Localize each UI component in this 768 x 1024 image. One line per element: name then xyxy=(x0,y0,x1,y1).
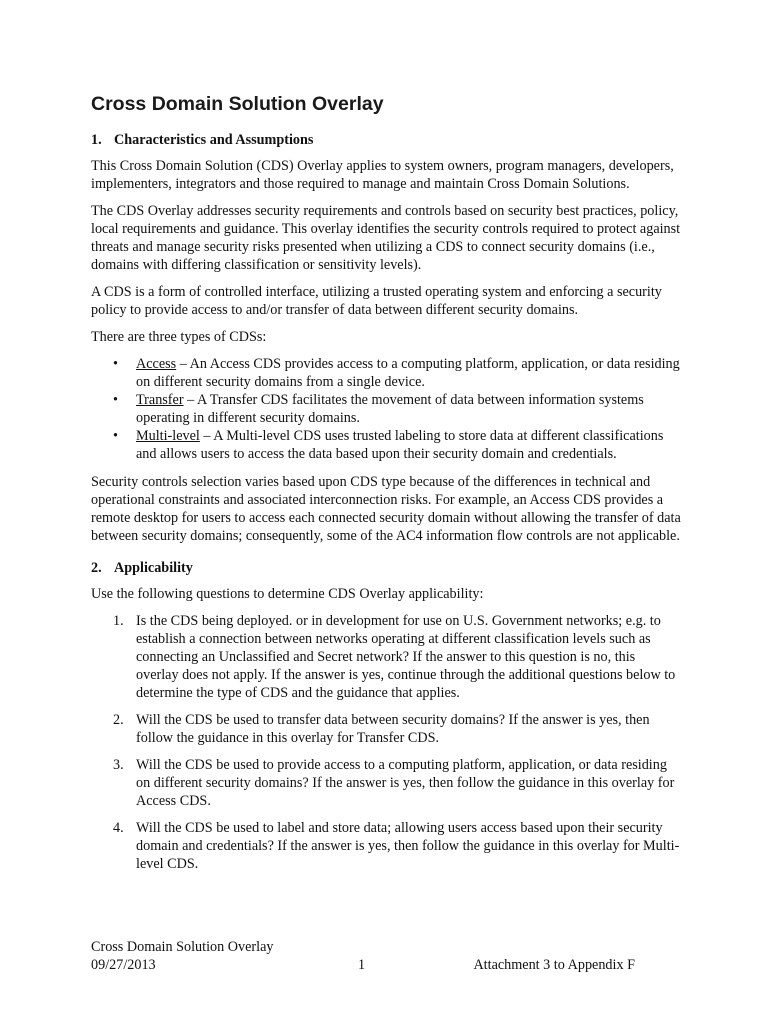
list-item xyxy=(91,427,681,463)
footer-row-title xyxy=(91,938,681,956)
page-footer xyxy=(91,938,681,974)
list-item xyxy=(91,756,681,810)
applicability-questions-list xyxy=(91,612,681,873)
list-item xyxy=(91,711,681,747)
footer-attachment: Attachment 3 to Appendix F xyxy=(473,957,635,973)
footer-date: 09/27/2013 xyxy=(91,957,156,973)
question-text: Will the CDS be used to transfer data between security domains? If the answer is yes, then follow the guidance in this overlay for Transfer CDS. xyxy=(136,712,650,746)
list-item xyxy=(91,819,681,873)
cds-type-term: Access xyxy=(136,356,177,372)
section-2-title: Applicability xyxy=(114,560,193,576)
footer-document-title: Cross Domain Solution Overlay xyxy=(91,939,274,955)
section-2-heading xyxy=(91,559,681,577)
bullet-icon: • xyxy=(113,356,118,372)
list-item xyxy=(91,391,681,427)
cds-type-description: – A Transfer CDS facilitates the movement of data between information systems operating in different security domains. xyxy=(136,392,644,426)
list-item xyxy=(91,355,681,391)
section-1-number: 1. xyxy=(91,132,102,148)
paragraph: Use the following questions to determine CDS Overlay applicability: xyxy=(91,586,484,602)
paragraph: This Cross Domain Solution (CDS) Overlay applies to system owners, program managers, developers, implementers, integrators and those required to manage and maintain Cross Domain Solutions. xyxy=(91,158,674,192)
document-body xyxy=(91,131,681,882)
paragraph: There are three types of CDSs: xyxy=(91,329,267,345)
question-number: 4. xyxy=(113,820,124,836)
cds-type-term: Multi-level xyxy=(136,428,200,444)
page-number: 1 xyxy=(358,957,366,973)
bullet-icon: • xyxy=(113,428,118,444)
footer-row-meta xyxy=(91,956,681,974)
section-1-heading xyxy=(91,131,681,149)
list-item xyxy=(91,612,681,702)
question-number: 1. xyxy=(113,613,124,629)
cds-type-description: – A Multi-level CDS uses trusted labeling to store data at different classifications and allows users to access the data based upon their security domain and credentials. xyxy=(136,428,664,462)
question-text: Will the CDS be used to provide access to a computing platform, application, or data residing on different security domains? If the answer is yes, then follow the guidance in this overlay for Access CDS. xyxy=(136,757,675,809)
cds-type-description: – An Access CDS provides access to a computing platform, application, or data residing on different security domains from a single device. xyxy=(136,356,680,390)
paragraph: The CDS Overlay addresses security requirements and controls based on security best practices, policy, local requirements and guidance. This overlay identifies the security controls required to protect against threats and manage security risks presented when utilizing a CDS to connect security domains (i.e., domains with differing classification or sensitivity levels). xyxy=(91,203,681,273)
question-text: Is the CDS being deployed. or in development for use on U.S. Government networks; e.g. to establish a connection between networks operating at different classification levels such as connecting an Unclassified and Secret network? If the answer to this question is no, this overlay does not apply. If the answer is yes, continue through the additional questions below to determine the type of CDS and the guidance that applies. xyxy=(136,613,676,701)
section-2-number: 2. xyxy=(91,560,102,576)
paragraph: Security controls selection varies based upon CDS type because of the differences in technical and operational constraints and associated interconnection risks. For example, an Access CDS provides a remote desktop for users to access each connected security domain without allowing the transfer of data between security domains; consequently, some of the AC4 information flow controls are not applicable. xyxy=(91,474,681,544)
question-number: 2. xyxy=(113,712,124,728)
cds-type-term: Transfer xyxy=(136,392,184,408)
document-title: Cross Domain Solution Overlay xyxy=(91,93,384,115)
question-text: Will the CDS be used to label and store data; allowing users access based upon their security domain and credentials? If the answer is yes, then follow the guidance in this overlay for Multi-level CDS. xyxy=(136,820,680,872)
bullet-icon: • xyxy=(113,392,118,408)
paragraph: A CDS is a form of controlled interface, utilizing a trusted operating system and enforcing a security policy to provide access to and/or transfer of data between different security domains. xyxy=(91,284,662,318)
section-1-title: Characteristics and Assumptions xyxy=(114,132,314,148)
question-number: 3. xyxy=(113,757,124,773)
cds-types-list xyxy=(91,355,681,463)
